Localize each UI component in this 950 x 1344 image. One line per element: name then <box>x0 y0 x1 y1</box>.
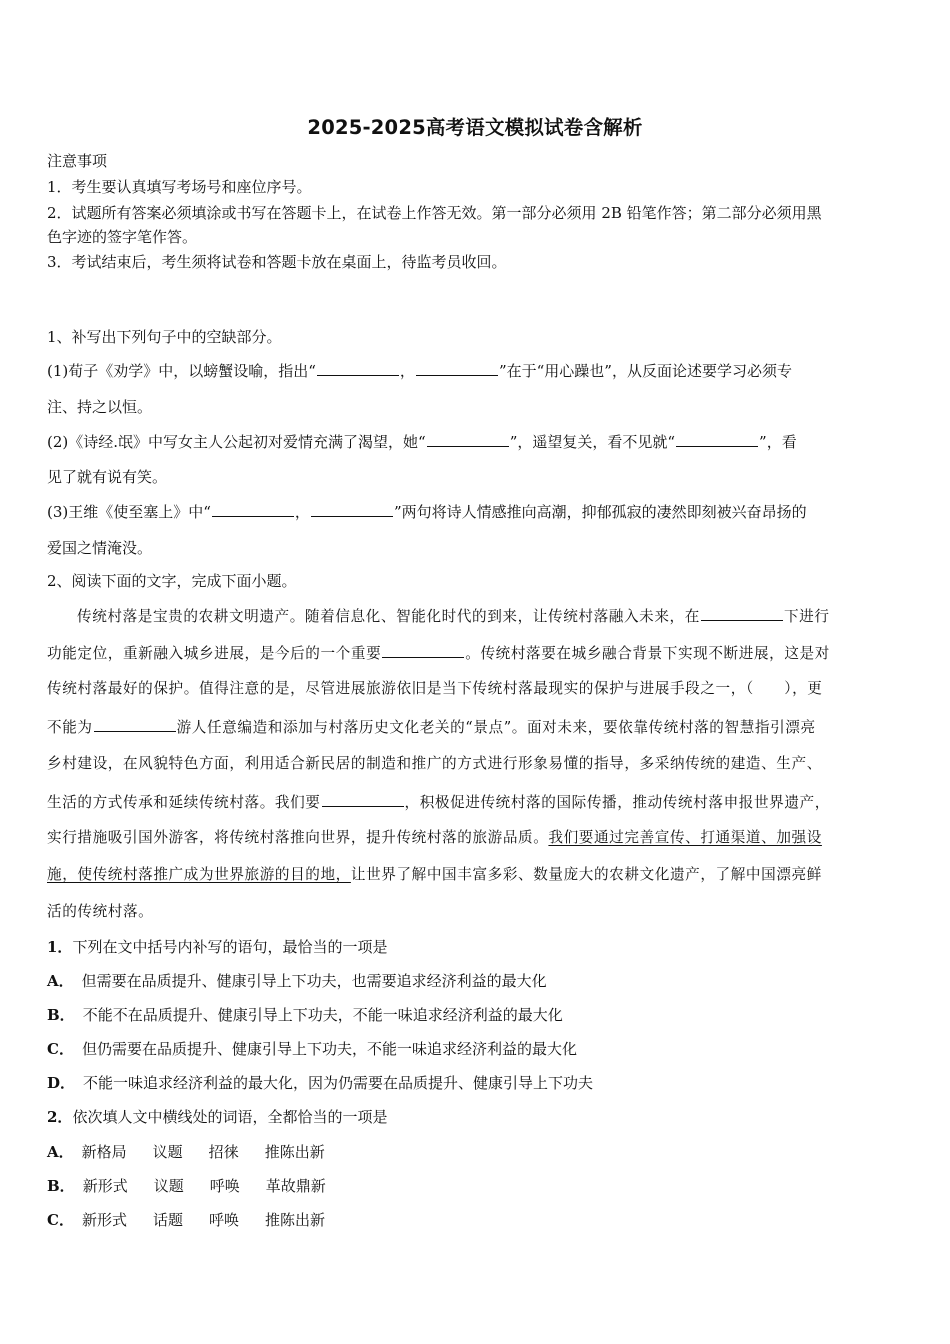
text: 功能定位，重新融入城乡进展，是今后的一个重要 <box>47 645 382 662</box>
sub-question-stem: 下列在文中括号内补写的语句，最恰当的一项是 <box>72 938 388 956</box>
answer-blank[interactable] <box>311 501 393 517</box>
notice-heading: 注意事项 <box>47 152 108 170</box>
passage-line <box>47 605 907 627</box>
text: 传统村落是宝贵的农耕文明遗产。随着信息化、智能化时代的到来，让传统村落融入未来，在 <box>77 608 700 625</box>
option-text: 但仍需要在品质提升、健康引导上下功夫，不能一味追求经济利益的最大化 <box>81 1040 577 1058</box>
option-a[interactable] <box>47 1142 907 1162</box>
option-label: B． <box>47 1177 75 1195</box>
text: 游人任意编造和添加与村落历史文化老关的“景点”。面对未来，要依靠传统村落的智慧指引漂亮 <box>176 719 816 736</box>
text: ， <box>399 362 415 380</box>
text: 。传统村落要在城乡融合背景下实现不断进展，这是对 <box>465 645 830 662</box>
option-word: 推陈出新 <box>264 1143 325 1161</box>
option-word: 新格局 <box>81 1143 127 1161</box>
text: (1)荀子《劝学》中，以螃蟹设喻，指出“ <box>47 362 316 380</box>
question-2-stem: 2、阅读下面的文字，完成下面小题。 <box>47 572 297 590</box>
notice-item: 3．考试结束后，考生须将试卷和答题卡放在桌面上，待监考员收回。 <box>47 253 507 271</box>
text: 让世界了解中国丰富多彩、数量庞大的农耕文化遗产，了解中国漂亮鲜 <box>350 866 822 883</box>
option-text: 不能一味追求经济利益的最大化，因为仍需要在品质提升、健康引导上下功夫 <box>83 1074 594 1092</box>
text: ”，看 <box>759 433 797 451</box>
option-word: 革故鼎新 <box>265 1177 326 1195</box>
option-word: 新形式 <box>81 1211 127 1229</box>
text: 实行措施吸引国外游客，将传统村落推向世界，提升传统村落的旅游品质。 <box>47 829 549 846</box>
option-label: C． <box>47 1211 74 1229</box>
question-1-part-1 <box>47 360 907 381</box>
text: 不能为 <box>47 719 93 736</box>
option-a[interactable] <box>47 971 907 991</box>
question-1-part-2-cont: 见了就有说有笑。 <box>47 468 168 486</box>
text: (3)王维《使至塞上》中“ <box>47 503 211 521</box>
passage-line <box>47 642 907 664</box>
option-label: A． <box>47 1143 74 1161</box>
notice-item: 色字迹的签字笔作答。 <box>47 228 198 246</box>
sub-question-number: 1． <box>47 938 73 956</box>
underlined-sentence: 我们要通过完善宣传、打通渠道、加强设 <box>548 829 822 846</box>
option-label: A． <box>47 972 74 990</box>
question-1-stem: 1、补写出下列句子中的空缺部分。 <box>47 328 282 346</box>
answer-blank[interactable] <box>322 791 404 807</box>
option-b[interactable] <box>47 1005 907 1025</box>
option-label: D． <box>47 1074 76 1092</box>
question-1-part-3 <box>47 501 907 522</box>
notice-item: 1．考生要认真填写考场号和座位序号。 <box>47 178 312 196</box>
notice-item: 2．试题所有答案必须填涂或书写在答题卡上，在试卷上作答无效。第一部分必须用 2B 铅笔作答；第二部分必须用黑 <box>47 204 822 222</box>
sub-question-1 <box>47 937 907 957</box>
text: 生活的方式传承和延续传统村落。我们要 <box>47 794 321 811</box>
option-word: 话题 <box>152 1211 183 1229</box>
option-c[interactable] <box>47 1210 907 1230</box>
answer-blank[interactable] <box>212 501 294 517</box>
sub-question-stem: 依次填人文中横线处的词语，全都恰当的一项是 <box>72 1108 388 1126</box>
question-1-part-3-cont: 爱国之情淹没。 <box>47 539 153 557</box>
sub-question-2 <box>47 1107 907 1127</box>
question-1-part-2 <box>47 431 907 452</box>
option-word: 新形式 <box>82 1177 128 1195</box>
underlined-sentence: 施，使传统村落推广成为世界旅游的目的地， <box>47 866 351 883</box>
sub-question-number: 2． <box>47 1108 73 1126</box>
text: ，积极促进传统村落的国际传播，推动传统村落申报世界遗产， <box>404 794 830 811</box>
text: ， <box>294 503 310 521</box>
option-word: 呼唤 <box>209 1177 240 1195</box>
option-word: 推陈出新 <box>265 1211 326 1229</box>
answer-blank[interactable] <box>94 716 176 732</box>
option-b[interactable] <box>47 1176 907 1196</box>
passage-line <box>47 865 907 885</box>
option-d[interactable] <box>47 1073 907 1093</box>
option-word: 招徕 <box>208 1143 239 1161</box>
answer-blank[interactable] <box>382 642 464 658</box>
passage-line <box>47 716 907 738</box>
answer-blank[interactable] <box>676 431 758 447</box>
answer-blank[interactable] <box>317 360 399 376</box>
option-word: 呼唤 <box>208 1211 239 1229</box>
passage-line: 传统村落最好的保护。值得注意的是，尽管进展旅游依旧是当下传统村落最现实的保护与进展手段之一，（ ），更 <box>47 680 823 697</box>
option-text: 不能不在品质提升、健康引导上下功夫，不能一味追求经济利益的最大化 <box>82 1006 563 1024</box>
option-c[interactable] <box>47 1039 907 1059</box>
text: 下进行 <box>783 608 830 625</box>
answer-blank[interactable] <box>427 431 509 447</box>
page-title: 2025-2025高考语文模拟试卷含解析 <box>307 116 643 139</box>
text: ”两句将诗人情感推向高潮，抑郁孤寂的凄然即刻被兴奋昂扬的 <box>393 503 807 521</box>
text: (2)《诗经.氓》中写女主人公起初对爱情充满了渴望，她“ <box>47 433 426 451</box>
option-label: C． <box>47 1040 74 1058</box>
passage-line: 乡村建设，在风貌特色方面，利用适合新民居的制造和推广的方式进行形象易懂的指导，多采纳传统的建造、生产、 <box>47 755 822 772</box>
question-1-part-1-cont: 注、持之以恒。 <box>47 398 153 416</box>
text: ”在于“用心躁也”，从反面论述要学习必须专 <box>498 362 792 380</box>
option-word: 议题 <box>153 1177 184 1195</box>
passage-line <box>47 828 907 848</box>
passage-line <box>47 791 907 813</box>
option-label: B． <box>47 1006 75 1024</box>
answer-blank[interactable] <box>416 360 498 376</box>
text: ”，遥望复关，看不见就“ <box>509 433 676 451</box>
passage-line: 活的传统村落。 <box>47 903 154 920</box>
option-word: 议题 <box>152 1143 183 1161</box>
answer-blank[interactable] <box>701 605 783 621</box>
option-text: 但需要在品质提升、健康引导上下功夫，也需要追求经济利益的最大化 <box>81 972 547 990</box>
